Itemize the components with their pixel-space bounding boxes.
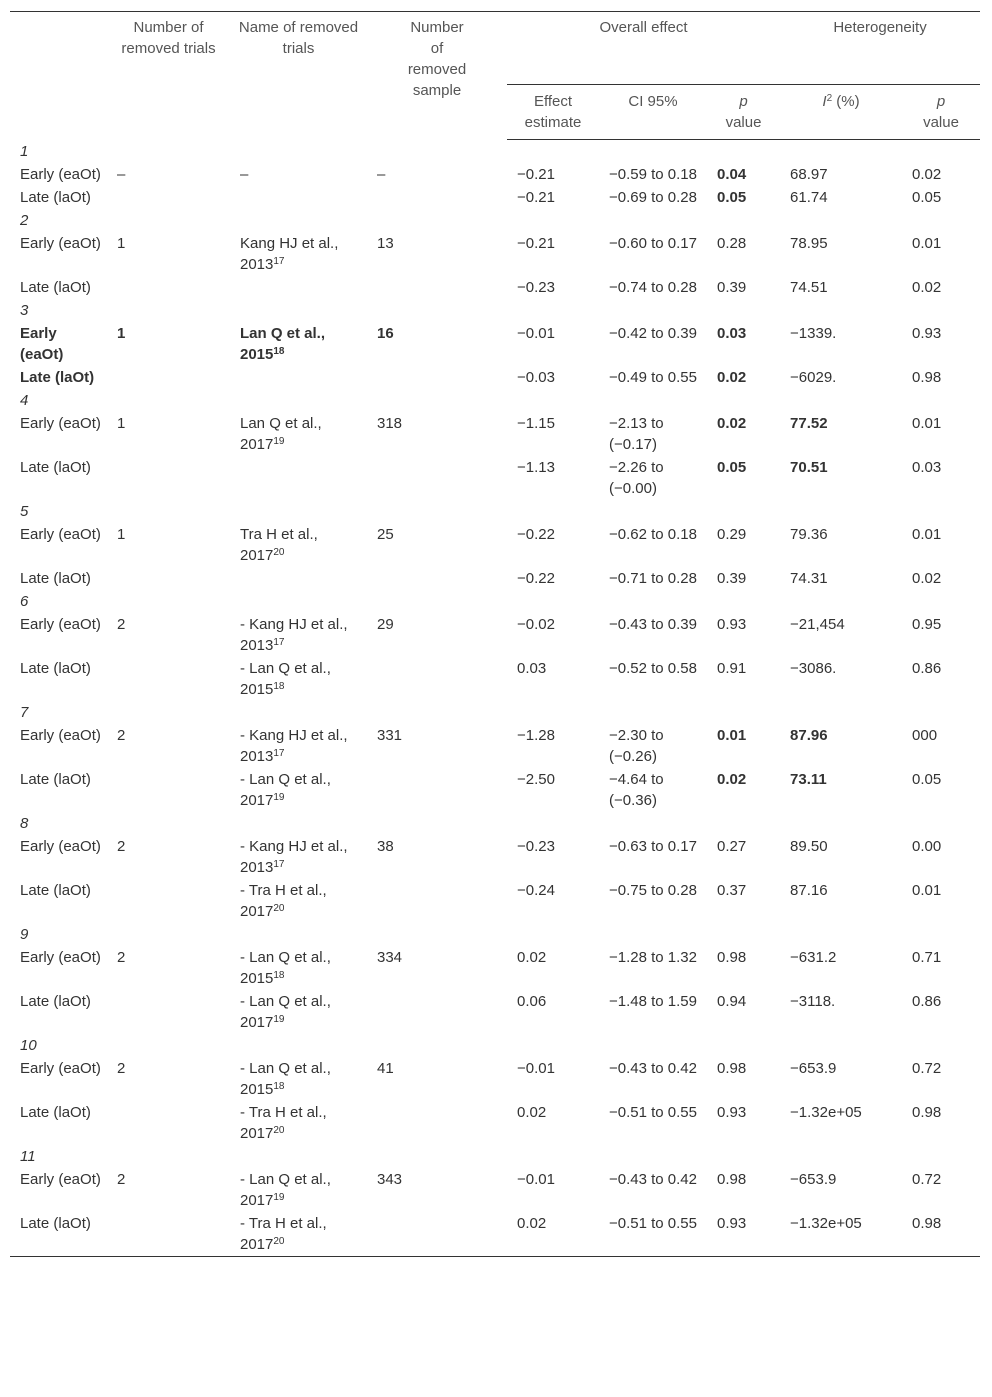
row-label: Late (laOt)	[20, 459, 91, 476]
confidence-interval: −1.48 to 1.59	[609, 993, 697, 1010]
heterogeneity-p-value: 0.02	[912, 279, 942, 296]
header-i2	[780, 85, 902, 140]
confidence-interval: −0.43 to 0.42	[609, 1060, 697, 1077]
effect-estimate: −1.28	[517, 727, 555, 744]
heterogeneity-p-value: 0.01	[912, 526, 942, 543]
removed-trials-count	[107, 657, 230, 701]
removed-trial-names	[230, 835, 367, 879]
removed-trials-count	[107, 567, 230, 590]
table-row	[10, 1057, 980, 1101]
row-label: Early (eaOt)	[20, 1171, 101, 1188]
i2-unit: (%)	[832, 93, 860, 110]
trial-name: Lan Q et al., 2017	[240, 415, 322, 453]
heterogeneity-p-value: 0.02	[912, 570, 942, 587]
reference-number: 17	[273, 859, 285, 870]
header-name-removed-trials: Name of removed trials	[238, 19, 359, 57]
removed-sample	[367, 879, 507, 923]
table-row	[10, 1168, 980, 1212]
table-row	[10, 163, 980, 186]
heterogeneity-p-value: 0.98	[912, 1104, 942, 1121]
removed-trials-count	[107, 1101, 230, 1145]
table-row	[10, 657, 980, 701]
i2-value: 68.97	[790, 166, 828, 183]
removed-trial-names	[230, 232, 367, 276]
effect-estimate: −0.01	[517, 1060, 555, 1077]
table-row	[10, 835, 980, 879]
reference-number: 19	[273, 436, 285, 447]
removed-sample: 25	[377, 526, 394, 543]
row-label: Late (laOt)	[20, 570, 91, 587]
table-row	[10, 1101, 980, 1145]
reference-number: 20	[273, 903, 285, 914]
removed-trial-names	[230, 1212, 367, 1256]
group-number: 1	[20, 143, 29, 160]
i2-value: 78.95	[790, 235, 828, 252]
table-row	[10, 322, 980, 366]
p-symbol: p	[936, 93, 946, 110]
group-number-row	[10, 299, 980, 322]
trial-name: Tra H et al., 2017	[240, 526, 318, 564]
p-value-word: value	[923, 114, 959, 131]
row-label: Late (laOt)	[20, 660, 91, 677]
header-row-top	[10, 12, 980, 85]
trial-name: - Kang HJ et al., 2013	[240, 616, 348, 654]
group-number-row	[10, 701, 980, 724]
trial-name: –	[240, 166, 249, 183]
i2-superscript: 2	[826, 93, 833, 104]
heterogeneity-p-value: 0.05	[912, 189, 942, 206]
heterogeneity-p-value: 0.72	[912, 1171, 942, 1188]
header-effect-estimate: Effect estimate	[507, 85, 599, 140]
removed-sample	[367, 990, 507, 1034]
removed-sample	[367, 456, 507, 500]
removed-trial-names	[230, 1168, 367, 1212]
i2-value: −1339.	[790, 325, 837, 342]
heterogeneity-p-value: 0.98	[912, 1215, 942, 1232]
group-number-row	[10, 500, 980, 523]
heterogeneity-p-value: 0.95	[912, 616, 942, 633]
reference-number: 17	[273, 256, 285, 267]
reference-number: 18	[273, 1081, 285, 1092]
group-number-row	[10, 923, 980, 946]
heterogeneity-p-value: 0.01	[912, 235, 942, 252]
removed-trials-count: –	[117, 166, 126, 183]
row-label: Early (eaOt)	[20, 1060, 101, 1077]
removed-sample	[367, 657, 507, 701]
removed-trial-names	[230, 186, 367, 209]
p-value: 0.93	[717, 1215, 747, 1232]
table-row	[10, 456, 980, 500]
header-ci95: CI 95%	[599, 85, 707, 140]
row-label: Late (laOt)	[20, 993, 91, 1010]
removed-trials-count: 1	[117, 235, 126, 252]
heterogeneity-p-value: 0.93	[912, 325, 942, 342]
removed-trials-count: 2	[117, 616, 126, 633]
heterogeneity-p-value: 0.03	[912, 459, 942, 476]
i2-value: −631.2	[790, 949, 837, 966]
p-value: 0.01	[717, 727, 747, 744]
trial-name: - Tra H et al., 2017	[240, 1215, 327, 1253]
p-value: 0.37	[717, 882, 747, 899]
heterogeneity-p-value: 000	[912, 727, 938, 744]
removed-sample	[367, 567, 507, 590]
reference-number: 20	[273, 1236, 285, 1247]
row-label: Late (laOt)	[20, 369, 95, 386]
removed-sample	[367, 366, 507, 389]
confidence-interval: −0.63 to 0.17	[609, 838, 697, 855]
removed-trial-names	[230, 366, 367, 389]
effect-estimate: −0.03	[517, 369, 555, 386]
row-label: Early (eaOt)	[20, 166, 101, 183]
trial-name: Kang HJ et al., 2013	[240, 235, 339, 273]
removed-sample: 331	[377, 727, 403, 744]
confidence-interval: −0.49 to 0.55	[609, 369, 697, 386]
header-number-removed-trials: Number of removed trials	[121, 19, 216, 57]
effect-estimate: −0.01	[517, 325, 555, 342]
i2-value: −1.32e+05	[790, 1104, 862, 1121]
heterogeneity-p-value: 0.72	[912, 1060, 942, 1077]
p-value: 0.02	[717, 369, 747, 386]
group-number: 2	[20, 212, 29, 229]
row-label: Early (eaOt)	[20, 526, 101, 543]
group-number: 6	[20, 593, 29, 610]
effect-estimate: −0.21	[517, 235, 555, 252]
p-value: 0.93	[717, 1104, 747, 1121]
trial-name: - Lan Q et al., 2017	[240, 993, 331, 1031]
group-number: 7	[20, 704, 29, 721]
i2-value: −3118.	[790, 993, 836, 1010]
row-label: Early (eaOt)	[20, 415, 101, 432]
confidence-interval: −0.62 to 0.18	[609, 526, 697, 543]
confidence-interval: −0.60 to 0.17	[609, 235, 697, 252]
removed-trial-names	[230, 163, 367, 186]
reference-number: 17	[273, 748, 285, 759]
p-value: 0.98	[717, 949, 747, 966]
removed-sample	[367, 1212, 507, 1256]
heterogeneity-p-value: 0.86	[912, 993, 942, 1010]
reference-number: 20	[273, 547, 285, 558]
removed-sample: 13	[377, 235, 394, 252]
removed-trial-names	[230, 456, 367, 500]
reference-number: 17	[273, 637, 285, 648]
group-number: 8	[20, 815, 29, 832]
i2-value: −3086.	[790, 660, 837, 677]
confidence-interval: −0.43 to 0.39	[609, 616, 697, 633]
table-header	[10, 12, 980, 140]
removed-sample	[367, 276, 507, 299]
removed-sample: 318	[377, 415, 403, 432]
removed-trials-count: 2	[117, 1060, 126, 1077]
removed-trials-count: 1	[117, 415, 126, 432]
empty-corner-cell	[10, 12, 107, 140]
removed-trials-count: 2	[117, 727, 126, 744]
removed-sample: 343	[377, 1171, 403, 1188]
removed-trial-names	[230, 1057, 367, 1101]
removed-sample: 16	[377, 325, 394, 342]
trial-name: - Kang HJ et al., 2013	[240, 727, 348, 765]
trial-name: Lan Q et al., 2015	[240, 325, 326, 363]
p-value: 0.98	[717, 1060, 747, 1077]
p-value: 0.27	[717, 838, 747, 855]
effect-estimate: −0.22	[517, 570, 555, 587]
p-value: 0.28	[717, 235, 747, 252]
removed-trials-count	[107, 1212, 230, 1256]
row-label: Early (eaOt)	[20, 727, 101, 744]
p-value: 0.91	[717, 660, 747, 677]
p-value: 0.39	[717, 279, 747, 296]
removed-trials-count	[107, 366, 230, 389]
confidence-interval: −0.42 to 0.39	[609, 325, 697, 342]
heterogeneity-p-value: 0.00	[912, 838, 942, 855]
i2-value: 87.96	[790, 727, 828, 744]
group-number-row	[10, 590, 980, 613]
removed-trials-count	[107, 456, 230, 500]
i2-value: −653.9	[790, 1171, 837, 1188]
removed-sample: 334	[377, 949, 403, 966]
removed-sample: 41	[377, 1060, 394, 1077]
p-value: 0.04	[717, 166, 747, 183]
group-number-row	[10, 1034, 980, 1057]
table-body	[10, 140, 980, 1257]
table-row	[10, 276, 980, 299]
confidence-interval: −2.30 to (−0.26)	[609, 727, 664, 765]
i2-value: −21,454	[790, 616, 845, 633]
group-number-row	[10, 812, 980, 835]
heterogeneity-p-value: 0.98	[912, 369, 942, 386]
removed-trials-count	[107, 768, 230, 812]
table-row	[10, 366, 980, 389]
header-heterogeneity: Heterogeneity	[780, 12, 980, 85]
row-label: Late (laOt)	[20, 189, 91, 206]
p-value: 0.05	[717, 189, 747, 206]
p-value: 0.02	[717, 415, 747, 432]
p-symbol: p	[739, 93, 748, 110]
row-label: Early (eaOt)	[20, 325, 64, 363]
removed-trial-names	[230, 276, 367, 299]
confidence-interval: −0.59 to 0.18	[609, 166, 697, 183]
removed-trial-names	[230, 322, 367, 366]
trial-name: - Tra H et al., 2017	[240, 1104, 327, 1142]
table-bottom-rule	[10, 1256, 980, 1257]
i2-value: 74.31	[790, 570, 828, 587]
removed-sample: –	[377, 166, 386, 183]
table-row	[10, 946, 980, 990]
heterogeneity-p-value: 0.02	[912, 166, 942, 183]
table-row	[10, 1212, 980, 1256]
removed-sample: 29	[377, 616, 394, 633]
table-row	[10, 412, 980, 456]
heterogeneity-p-value: 0.01	[912, 882, 942, 899]
effect-estimate: −0.23	[517, 838, 555, 855]
group-number: 11	[20, 1148, 36, 1165]
effect-estimate: −1.15	[517, 415, 555, 432]
trial-name: - Lan Q et al., 2015	[240, 1060, 331, 1098]
table-row	[10, 768, 980, 812]
removed-trial-names	[230, 724, 367, 768]
removed-trial-names	[230, 567, 367, 590]
confidence-interval: −0.51 to 0.55	[609, 1215, 697, 1232]
effect-estimate: 0.03	[517, 660, 547, 677]
i2-value: 79.36	[790, 526, 828, 543]
effect-estimate: −0.24	[517, 882, 555, 899]
row-label: Late (laOt)	[20, 771, 91, 788]
heterogeneity-p-value: 0.05	[912, 771, 942, 788]
heterogeneity-p-value: 0.01	[912, 415, 942, 432]
effect-estimate: −0.23	[517, 279, 555, 296]
effect-estimate: 0.06	[517, 993, 547, 1010]
removed-sample: 38	[377, 838, 394, 855]
p-value: 0.29	[717, 526, 747, 543]
i2-value: 89.50	[790, 838, 828, 855]
confidence-interval: −1.28 to 1.32	[609, 949, 697, 966]
table-row	[10, 990, 980, 1034]
header-heterogeneity-p-value	[902, 85, 980, 140]
i2-value: −1.32e+05	[790, 1215, 862, 1232]
group-number: 5	[20, 503, 29, 520]
removed-trial-names	[230, 946, 367, 990]
removed-trial-names	[230, 879, 367, 923]
reference-number: 19	[273, 1014, 285, 1025]
reference-number: 18	[273, 970, 285, 981]
removed-trial-names	[230, 768, 367, 812]
removed-sample	[367, 1101, 507, 1145]
effect-estimate: −0.02	[517, 616, 555, 633]
removed-trials-count	[107, 276, 230, 299]
table-row	[10, 523, 980, 567]
p-value: 0.98	[717, 1171, 747, 1188]
table-row	[10, 724, 980, 768]
row-label: Late (laOt)	[20, 1215, 91, 1232]
group-number: 9	[20, 926, 29, 943]
removed-trials-count: 1	[117, 526, 126, 543]
reference-number: 20	[273, 1125, 285, 1136]
p-value: 0.93	[717, 616, 747, 633]
reference-number: 19	[273, 1192, 285, 1203]
group-number: 3	[20, 302, 29, 319]
heterogeneity-p-value: 0.71	[912, 949, 942, 966]
table-row	[10, 186, 980, 209]
i2-value: 87.16	[790, 882, 828, 899]
i2-value: 73.11	[790, 771, 827, 788]
removed-trials-count	[107, 186, 230, 209]
p-value: 0.39	[717, 570, 747, 587]
effect-estimate: −2.50	[517, 771, 555, 788]
i2-value: 77.52	[790, 415, 828, 432]
confidence-interval: −0.43 to 0.42	[609, 1171, 697, 1188]
header-p-value	[707, 85, 780, 140]
confidence-interval: −2.13 to (−0.17)	[609, 415, 664, 453]
p-value-word: value	[725, 114, 762, 131]
confidence-interval: −0.71 to 0.28	[609, 570, 697, 587]
removed-trial-names	[230, 523, 367, 567]
row-label: Early (eaOt)	[20, 616, 101, 633]
heterogeneity-p-value: 0.86	[912, 660, 942, 677]
i2-symbol: I	[822, 93, 827, 110]
table-row	[10, 567, 980, 590]
sensitivity-analysis-table	[10, 11, 980, 1256]
removed-sample	[367, 768, 507, 812]
reference-number: 19	[273, 792, 285, 803]
table-row	[10, 879, 980, 923]
p-value: 0.05	[717, 459, 747, 476]
trial-name: - Lan Q et al., 2015	[240, 949, 331, 987]
header-overall-effect: Overall effect	[507, 12, 780, 85]
group-number-row	[10, 389, 980, 412]
reference-number: 18	[273, 681, 285, 692]
row-label: Late (laOt)	[20, 279, 91, 296]
trial-name: - Tra H et al., 2017	[240, 882, 327, 920]
removed-trial-names	[230, 1101, 367, 1145]
group-number: 10	[20, 1037, 37, 1054]
removed-sample	[367, 186, 507, 209]
confidence-interval: −0.51 to 0.55	[609, 1104, 697, 1121]
p-value: 0.02	[717, 771, 747, 788]
removed-trials-count	[107, 990, 230, 1034]
trial-name: - Lan Q et al., 2017	[240, 771, 331, 809]
effect-estimate: −1.13	[517, 459, 555, 476]
removed-trials-count	[107, 879, 230, 923]
i2-value: 61.74	[790, 189, 828, 206]
row-label: Early (eaOt)	[20, 235, 101, 252]
i2-value: 74.51	[790, 279, 828, 296]
confidence-interval: −2.26 to (−0.00)	[609, 459, 664, 497]
effect-estimate: −0.21	[517, 166, 555, 183]
confidence-interval: −0.52 to 0.58	[609, 660, 697, 677]
removed-trial-names	[230, 412, 367, 456]
i2-value: 70.51	[790, 459, 828, 476]
confidence-interval: −0.69 to 0.28	[609, 189, 697, 206]
reference-number: 18	[273, 346, 285, 357]
row-label: Early (eaOt)	[20, 838, 101, 855]
effect-estimate: 0.02	[517, 1104, 547, 1121]
removed-trials-count: 2	[117, 949, 126, 966]
trial-name: - Kang HJ et al., 2013	[240, 838, 348, 876]
table-row	[10, 613, 980, 657]
trial-name: - Lan Q et al., 2017	[240, 1171, 331, 1209]
confidence-interval: −4.64 to (−0.36)	[609, 771, 664, 809]
group-number-row	[10, 1145, 980, 1168]
table-row	[10, 232, 980, 276]
row-label: Early (eaOt)	[20, 949, 101, 966]
removed-trial-names	[230, 990, 367, 1034]
group-number-row	[10, 140, 980, 164]
effect-estimate: −0.01	[517, 1171, 555, 1188]
group-number-row	[10, 209, 980, 232]
row-label: Late (laOt)	[20, 1104, 91, 1121]
header-number-removed-sample: Number of removed sample	[407, 19, 467, 99]
effect-estimate: −0.21	[517, 189, 555, 206]
removed-trial-names	[230, 613, 367, 657]
removed-trial-names	[230, 657, 367, 701]
i2-value: −653.9	[790, 1060, 837, 1077]
trial-name: - Lan Q et al., 2015	[240, 660, 331, 698]
effect-estimate: 0.02	[517, 949, 547, 966]
i2-value: −6029.	[790, 369, 837, 386]
p-value: 0.03	[717, 325, 747, 342]
effect-estimate: 0.02	[517, 1215, 547, 1232]
effect-estimate: −0.22	[517, 526, 555, 543]
group-number: 4	[20, 392, 29, 409]
p-value: 0.94	[717, 993, 747, 1010]
removed-trials-count: 1	[117, 325, 126, 342]
removed-trials-count: 2	[117, 1171, 126, 1188]
confidence-interval: −0.74 to 0.28	[609, 279, 697, 296]
removed-trials-count: 2	[117, 838, 126, 855]
confidence-interval: −0.75 to 0.28	[609, 882, 697, 899]
row-label: Late (laOt)	[20, 882, 91, 899]
